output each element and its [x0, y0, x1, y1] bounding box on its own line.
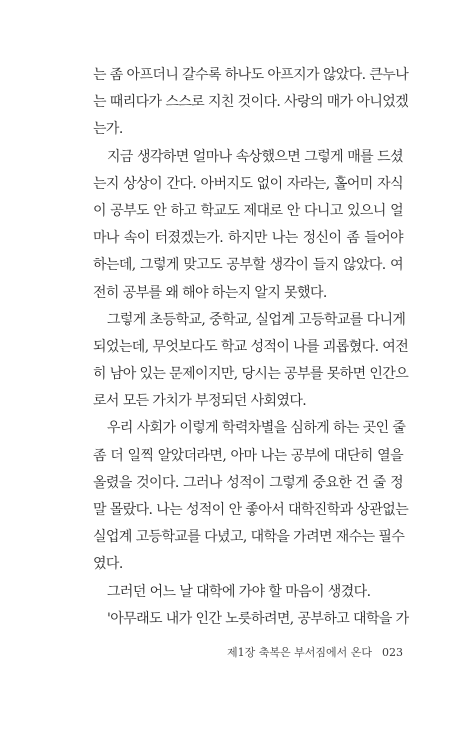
text-line: 는지 상상이 간다. 아버지도 없이 자라는, 홀어미 자식	[93, 175, 403, 192]
text-line: 우리 사회가 이렇게 학력차별을 심하게 하는 곳인 줄	[107, 420, 406, 437]
text-line: 히 남아 있는 문제이지만, 당시는 공부를 못하면 인간으	[93, 366, 409, 383]
text-line: 좀 더 일찍 알았더라면, 아마 나는 공부에 대단히 열을	[93, 447, 403, 464]
text-line: 지금 생각하면 얼마나 속상했으면 그렇게 매를 드셨	[107, 148, 403, 165]
page-footer	[225, 644, 403, 660]
text-line: 였다.	[93, 556, 123, 573]
body-text	[93, 62, 409, 633]
page-number: 023	[382, 646, 403, 659]
text-line: 그렇게 초등학교, 중학교, 실업계 고등학교를 다니게	[107, 311, 406, 328]
text-line: 말 몰랐다. 나는 성적이 안 좋아서 대학진학과 상관없는	[93, 502, 409, 518]
text-line: 는 좀 아프더니 갈수록 하나도 아프지가 않았다. 큰누나	[93, 67, 409, 83]
text-line: 되었는데, 무엇보다도 학교 성적이 나를 괴롭혔다. 여전	[93, 338, 409, 355]
text-line: 이 공부도 안 하고 학교도 제대로 안 다니고 있으니 얼	[93, 202, 403, 219]
text-line: 마나 속이 터졌겠는가. 하지만 나는 정신이 좀 들어야	[93, 230, 403, 247]
text-line: 전히 공부를 왜 해야 하는지 알지 못했다.	[93, 284, 327, 301]
text-line: 로서 모든 가치가 부정되던 사회였다.	[93, 393, 307, 410]
text-line: 는가.	[93, 121, 123, 138]
text-line: 실업계 고등학교를 다녔고, 대학을 가려면 재수는 필수	[93, 529, 405, 546]
text-line: 그러던 어느 날 대학에 가야 할 마음이 생겼다.	[107, 583, 371, 600]
chapter-title: 제1장 축복은 부서짐에서 온다	[227, 646, 372, 659]
text-line: 올렸을 것이다. 그러나 성적이 그렇게 중요한 건 줄 정	[93, 474, 403, 491]
text-line: 는 때리다가 스스로 지친 것이다. 사랑의 매가 아니었겠	[93, 94, 409, 111]
text-line: '아무래도 내가 인간 노릇하려면, 공부하고 대학을 가	[107, 610, 409, 627]
text-line: 하는데, 그렇게 맞고도 공부할 생각이 들지 않았다. 여	[93, 257, 403, 274]
